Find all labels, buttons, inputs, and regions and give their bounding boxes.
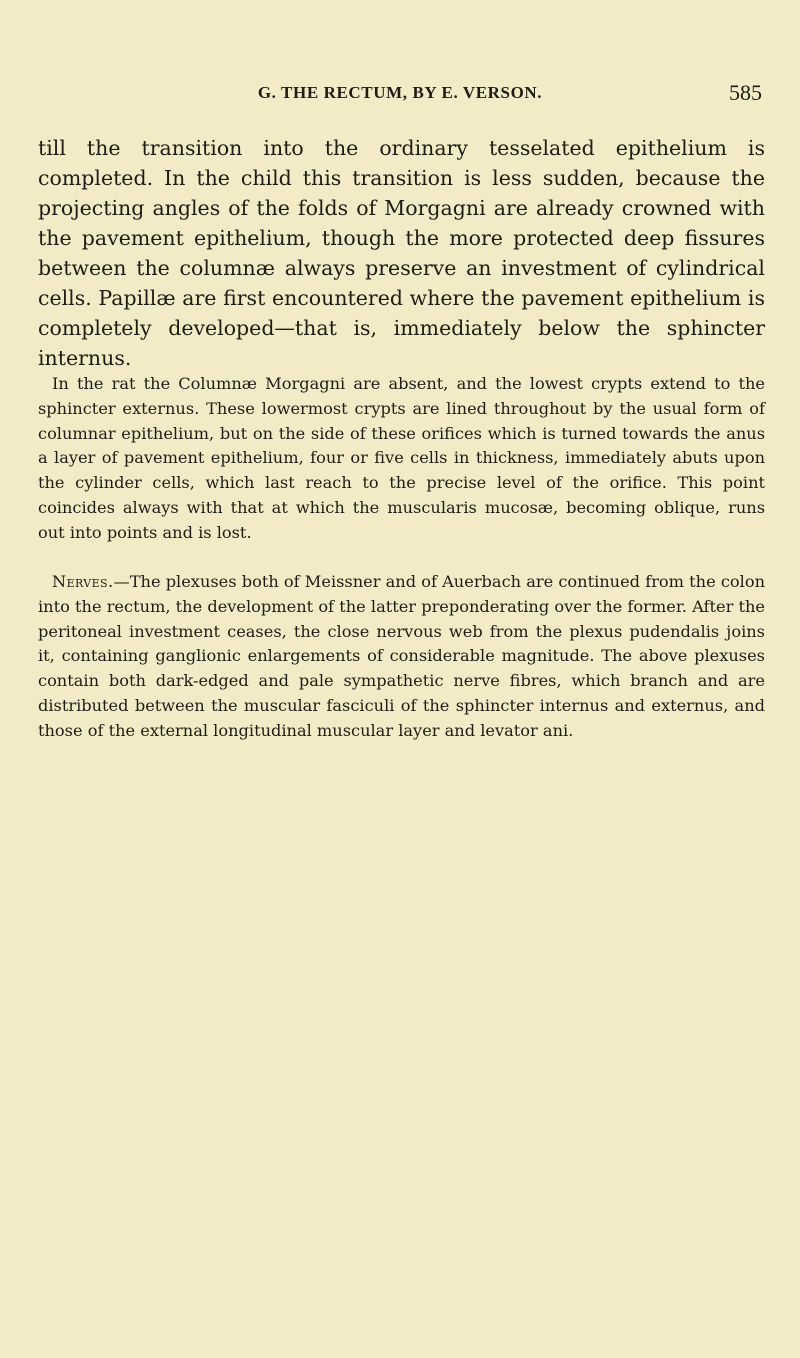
running-header [38, 80, 762, 111]
page-number: 585 [729, 80, 762, 105]
running-title: G. THE RECTUM, BY E. VERSON. [257, 83, 543, 102]
small-paragraph-rat [38, 372, 765, 546]
paragraph-3 [38, 570, 765, 744]
nerves-heading: Nerves. [52, 572, 114, 591]
paragraph-1: till the transition into the ordinary tesselated epithelium is completed. In the child this transition is less sudden, because the projecting angles of the folds of Morgagni are already crowned with the pavement epithelium, though the more protected deep fissures between the columnæ always preserve an investment of cylindrical cells. Papillæ are first encountered where the pavement epithelium is completely developed—that is, immediately below the sphincter internus. [38, 136, 765, 370]
small-paragraph-nerves [38, 570, 765, 744]
main-paragraph [38, 133, 765, 373]
paragraph-2: In the rat the Columnæ Morgagni are absent, and the lowest crypts extend to the sphincter externus. These lowermost crypts are lined throughout by the usual form of columnar epithelium, but on the side of these orifices which is turned towards the anus a layer of pavement epithelium, four or five cells in thickness, immediately abuts upon the cylinder cells, which last reach to the precise level of the orifice. This point coincides always with that at which the muscularis mucosæ, becoming oblique, runs out into points and is lost. [38, 374, 765, 542]
paragraph-3-text: —The plexuses both of Meissner and of Auerbach are continued from the colon into the rectum, the development of the latter preponderating over the former. After the peritoneal investment ceases, the close nervous web from the plexus pudendalis joins it, containing ganglionic enlargements of considerable magnitude. The above plexuses contain both dark-edged and pale sympathetic nerve fibres, which branch and are distributed between the muscular fasciculi of the sphincter internus and externus, and those of the external longitudinal muscular layer and levator ani. [38, 572, 765, 740]
